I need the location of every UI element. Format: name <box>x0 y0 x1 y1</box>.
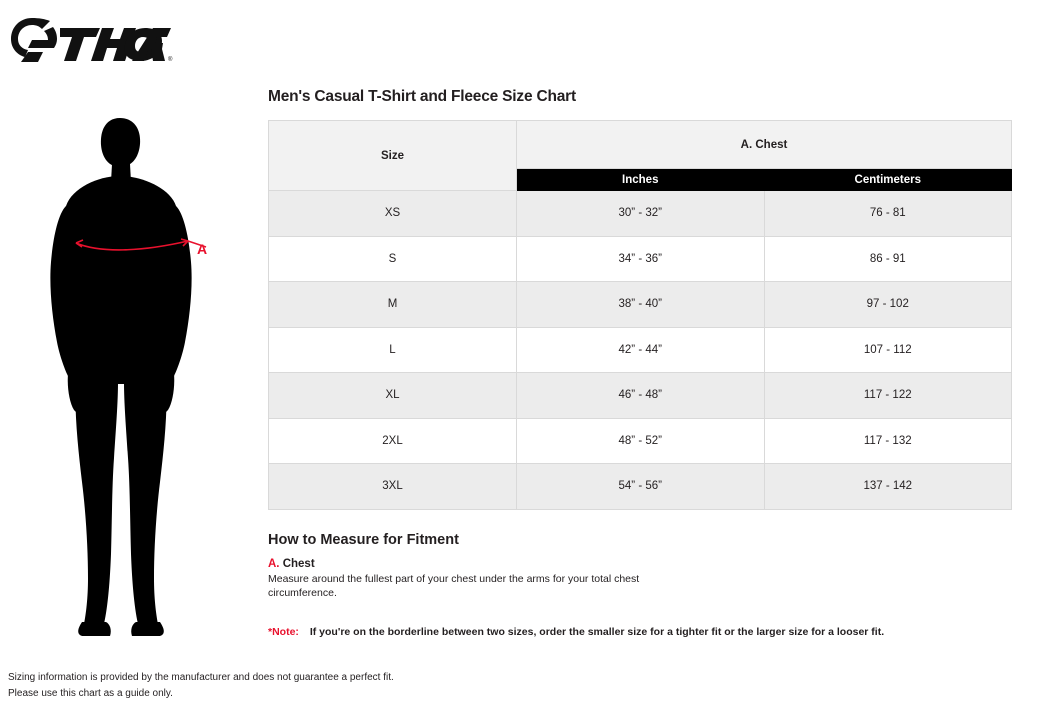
cell-inches: 38” - 40” <box>517 282 765 328</box>
table-row <box>269 236 1012 282</box>
cell-inches: 34” - 36” <box>517 236 765 282</box>
footer-line-1: Sizing information is provided by the manufacturer and does not guarantee a perfect fit. <box>8 672 394 683</box>
cell-size: XS <box>269 191 517 237</box>
cell-size: 3XL <box>269 464 517 510</box>
table-row <box>269 191 1012 237</box>
male-silhouette-icon <box>20 110 250 640</box>
table-header-row <box>269 121 1012 169</box>
footer-disclaimer <box>8 670 394 701</box>
table-row <box>269 327 1012 373</box>
size-chart-table <box>268 120 1012 510</box>
header-size: Size <box>269 121 517 191</box>
cell-size: S <box>269 236 517 282</box>
table-row <box>269 418 1012 464</box>
footer-line-2: Please use this chart as a guide only. <box>8 687 173 699</box>
table-row <box>269 464 1012 510</box>
cell-inches: 54” - 56” <box>517 464 765 510</box>
measure-item <box>268 558 1013 600</box>
cell-size: L <box>269 327 517 373</box>
table-row <box>269 282 1012 328</box>
cell-centimeters: 86 - 91 <box>764 236 1012 282</box>
cell-centimeters: 117 - 122 <box>764 373 1012 419</box>
chest-measure-label: A <box>197 241 208 257</box>
brand-logo <box>8 16 178 66</box>
header-unit-inches: Inches <box>517 169 765 191</box>
cell-size: XL <box>269 373 517 419</box>
svg-text:®: ® <box>168 57 173 63</box>
body-figure-illustration <box>20 110 250 640</box>
cell-centimeters: 107 - 112 <box>764 327 1012 373</box>
page-title: Men's Casual T-Shirt and Fleece Size Chart <box>268 88 576 105</box>
cell-inches: 46” - 48” <box>517 373 765 419</box>
how-to-measure-title: How to Measure for Fitment <box>268 531 459 548</box>
cell-inches: 30” - 32” <box>517 191 765 237</box>
header-unit-centimeters: Centimeters <box>764 169 1012 191</box>
measure-item-description: Measure around the fullest part of your chest under the arms for your total chest circumference. <box>268 572 640 599</box>
cell-centimeters: 97 - 102 <box>764 282 1012 328</box>
measure-item-letter: A. <box>268 557 280 570</box>
cell-size: M <box>269 282 517 328</box>
cell-inches: 48” - 52” <box>517 418 765 464</box>
thor-helmet-logo <box>8 16 178 66</box>
table-row <box>269 373 1012 419</box>
measure-item-name: Chest <box>282 557 315 570</box>
table-body <box>269 191 1012 510</box>
cell-size: 2XL <box>269 418 517 464</box>
note-label: *Note: <box>268 625 299 638</box>
measure-item-heading <box>268 558 1013 570</box>
cell-centimeters: 117 - 132 <box>764 418 1012 464</box>
note-text: If you're on the borderline between two sizes, order the smaller size for a tighter fit or the larger size for a looser fit. <box>309 625 885 638</box>
note-line <box>268 626 1013 638</box>
header-chest-group: A. Chest <box>517 121 1012 169</box>
cell-centimeters: 137 - 142 <box>764 464 1012 510</box>
content-column <box>268 88 1013 638</box>
cell-inches: 42” - 44” <box>517 327 765 373</box>
cell-centimeters: 76 - 81 <box>764 191 1012 237</box>
